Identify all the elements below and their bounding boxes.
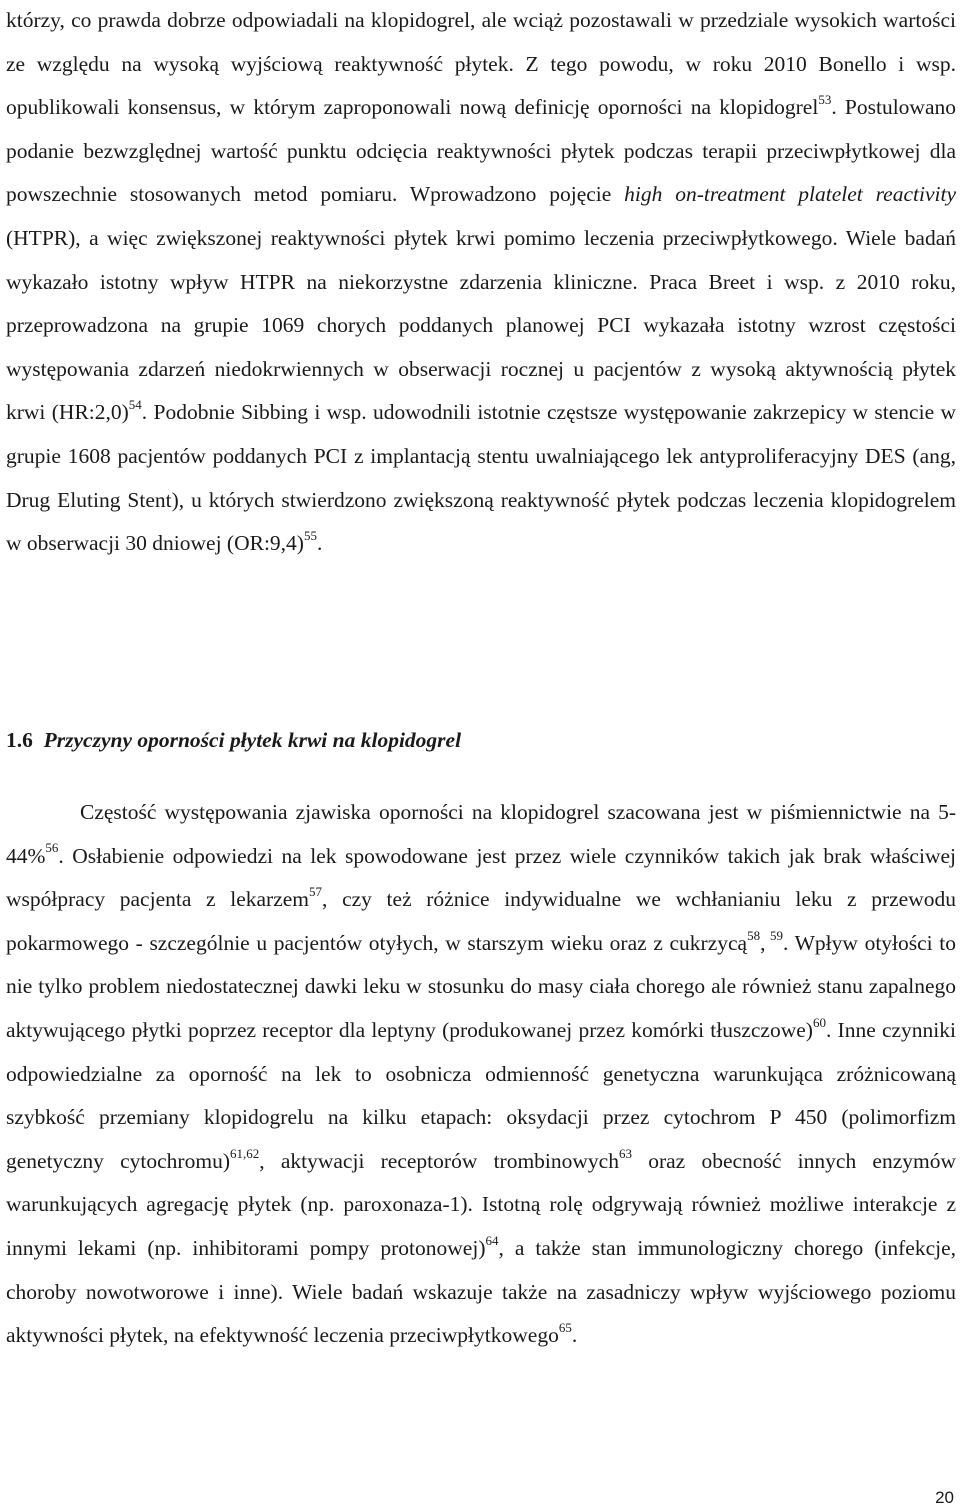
text-run: . Postulowano podanie bezwzględnej wartość punktu odcięcia reaktywności płytek podczas terapii przeciwpłytkowej dla powszechnie stosowanych metod pomiaru. Wprowadzono pojęcie	[6, 95, 956, 207]
citation-65: 65	[558, 1319, 572, 1335]
citation-60: 60	[812, 1014, 826, 1030]
section-title: Przyczyny oporności płytek krwi na klopidogrel	[43, 728, 462, 752]
text-run: (HTPR), a więc zwiększonej reaktywności płytek krwi pomimo leczenia przeciwpłytkowego. Wiele badań wykazało istotny wpływ HTPR na niekorzystne zdarzenia kliniczne. Praca Breet i wsp. z 2010 roku, przeprowadzona na grupie 1069 chorych poddanych planowej PCI wykazała istotny wzrost częstości występowania zdarzeń niedokrwiennych w obserwacji rocznej u pacjentów z wysoką aktywnością płytek krwi (HR:2,0)	[6, 225, 956, 425]
text-run: Częstość występowania zjawiska oporności na klopidogrel szacowana jest w piśmiennictwie na 5-44%	[6, 800, 956, 868]
paragraph-causes	[6, 791, 956, 1358]
term-htpr: high on-treatment platelet reactivity	[624, 182, 956, 207]
text-run: , aktywacji receptorów trombinowych	[259, 1148, 619, 1173]
text-run: . Podobnie Sibbing i wsp. udowodnili istotnie częstsze występowanie zakrzepicy w stencie w grupie 1608 pacjentów poddanych PCI z implantacją stentu uwalniającego lek antyproliferacyjny DES (ang, Drug Eluting Stent), u których stwierdzono zwiększoną reaktywność płytek podczas leczenia klopidogrelem w obserwacji 30 dniowej (OR:9,4)	[6, 400, 956, 556]
citation-61-62: 61,62	[229, 1145, 260, 1161]
page-number: 20	[935, 1488, 954, 1507]
text-run: . Osłabienie odpowiedzi na lek spowodowane jest przez wiele czynników takich jak brak właściwej współpracy pacjenta z lekarzem	[6, 843, 956, 912]
document-page	[6, 0, 957, 1348]
citation-56: 56	[45, 840, 59, 856]
citation-63: 63	[618, 1145, 632, 1161]
citation-55: 55	[303, 527, 317, 543]
text-run: . Inne czynniki odpowiedzialne za oporność na lek to osobnicza odmienność genetyczna warunkująca zróżnicowaną szybkość przemiany klopidogrelu na kilku etapach: oksydacji przez cytochrom P 450 (polimorfizm genetyczny cytochromu)	[6, 1017, 956, 1173]
text-run: którzy, co prawda dobrze odpowiadali na klopidogrel, ale wciąż pozostawali w przedziale wysokich wartości ze względu na wysoką wyjściową reaktywność płytek. Z tego powodu, w roku 2010 Bonello i wsp. opublikowali konsensus, w którym zaproponowali nową definicję oporności na klopidogrel	[6, 8, 956, 120]
text-run: . Wpływ otyłości to nie tylko problem niedostatecznej dawki leku w stosunku do masy ciała chorego ale również stanu zapalnego aktywującego płytki poprzez receptor dla leptyny (produkowanej przez komórki tłuszczowe)	[6, 930, 957, 1042]
citation-54: 54	[128, 397, 142, 413]
citation-64: 64	[485, 1232, 499, 1248]
section-number: 1.6	[6, 728, 33, 752]
text-run: , czy też różnice indywidualne we wchłanianiu leku z przewodu pokarmowego - szczególnie u pacjentów otyłych, w starszym wieku oraz z cukrzycą	[6, 887, 956, 955]
section-heading	[6, 728, 461, 753]
citation-57: 57	[309, 884, 323, 900]
citation-53: 53	[818, 92, 832, 108]
text-run: ,	[760, 930, 766, 955]
text-run: .	[316, 531, 323, 556]
paragraph-htpr	[6, 0, 956, 566]
text-run: oraz obecność innych enzymów warunkujących agregację płytek (np. paroxonaza-1). Istotną rolę odgrywają również możliwe interakcje z innymi lekami (np. inhibitorami pompy protonowej)	[6, 1148, 957, 1260]
text-run: .	[571, 1323, 578, 1348]
citation-59: 59	[765, 927, 783, 943]
text-run: , a także stan immunologiczny chorego (infekcje, choroby nowotworowe i inne). Wiele badań wskazuje także na zasadniczy wpływ wyjściowego poziomu aktywności płytek, na efektywność leczenia przeciwpłytkowego	[6, 1235, 957, 1348]
citation-58: 58	[747, 927, 761, 943]
